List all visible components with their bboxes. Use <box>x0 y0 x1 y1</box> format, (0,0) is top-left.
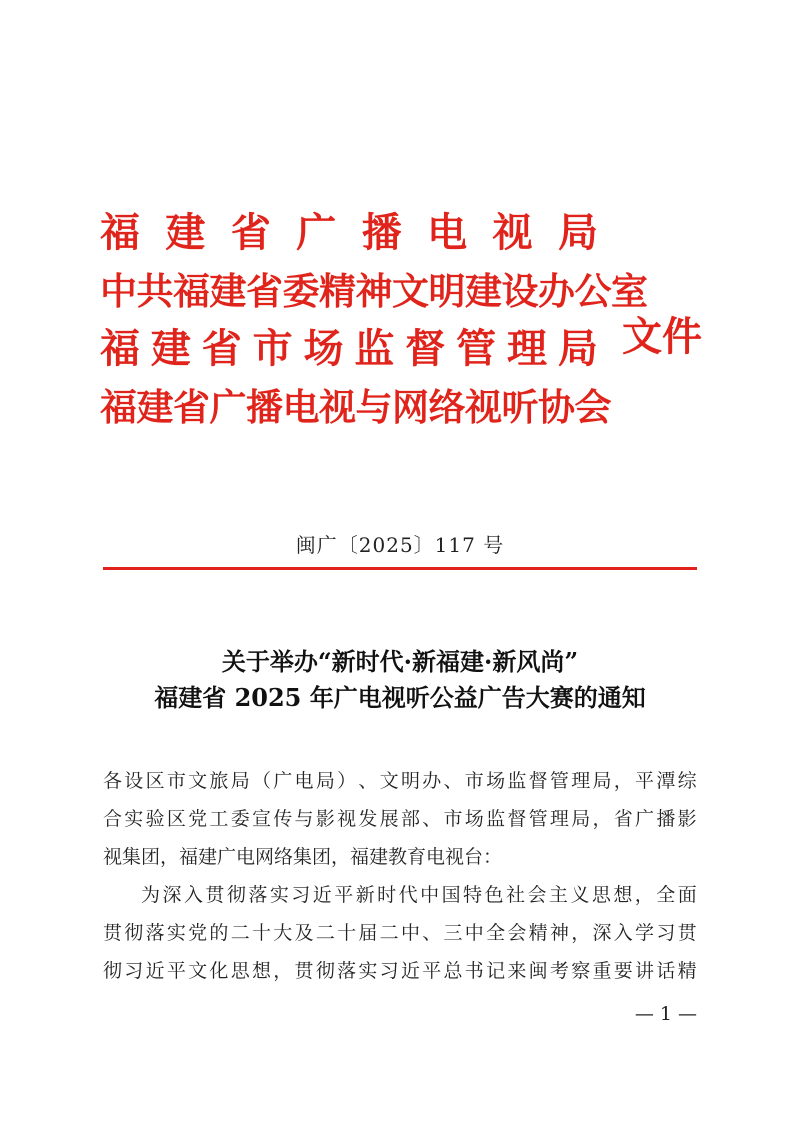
text-glyph: 发 <box>358 808 378 830</box>
text-glyph: 区 <box>166 808 186 830</box>
text-glyph: 各 <box>103 770 123 792</box>
text-glyph: 监 <box>354 325 395 372</box>
text-glyph: 主 <box>548 884 568 906</box>
text-glyph: 办 <box>422 770 442 792</box>
text-glyph: 党 <box>188 808 208 830</box>
text-glyph: 省 <box>230 209 271 256</box>
text-glyph: 入 <box>183 884 203 906</box>
text-glyph: 场 <box>486 770 506 792</box>
text-glyph: 十 <box>251 922 271 944</box>
text-glyph: 市 <box>252 325 293 372</box>
text-glyph: 会 <box>507 922 527 944</box>
text-glyph: 面 <box>677 884 697 906</box>
title-line: 福建省 2025 年广电视听公益广告大赛的通知 <box>154 683 646 712</box>
text-glyph: 会 <box>527 884 547 906</box>
text-glyph: 想 <box>613 884 633 906</box>
text-glyph: 全 <box>486 922 506 944</box>
text-glyph: 场 <box>464 808 484 830</box>
text-glyph: 综 <box>677 770 697 792</box>
text-glyph: 话 <box>656 960 676 982</box>
text-glyph: 建 <box>150 325 191 372</box>
text-glyph: 省 <box>613 808 633 830</box>
text-glyph: 监 <box>486 808 506 830</box>
text-glyph: 广 <box>273 770 293 792</box>
text-glyph: 、 <box>422 922 442 944</box>
text-glyph: 区 <box>145 770 165 792</box>
text-glyph: 管 <box>528 808 548 830</box>
page-number: — 1 — <box>634 1003 697 1025</box>
text-glyph: 二 <box>315 922 335 944</box>
document-number: 闽广〔2025〕117 号 <box>295 533 505 557</box>
text-glyph: 督 <box>405 325 446 372</box>
text-glyph: 建 <box>165 209 206 256</box>
text-glyph: 神 <box>549 922 569 944</box>
text-glyph: （ <box>251 770 271 792</box>
text-glyph: 旅 <box>209 770 229 792</box>
text-glyph: 落 <box>145 922 165 944</box>
text-glyph: 重 <box>592 960 612 982</box>
text-glyph: 贯 <box>677 922 697 944</box>
text-glyph: 验 <box>145 808 165 830</box>
text-glyph: 的 <box>209 922 229 944</box>
text-glyph: 届 <box>358 922 378 944</box>
text-glyph: 局 <box>557 209 598 256</box>
text-glyph: 落 <box>337 960 357 982</box>
text-glyph: 实 <box>358 960 378 982</box>
text-glyph: 合 <box>103 808 123 830</box>
text-glyph: ） <box>337 770 357 792</box>
text-glyph: 中 <box>464 922 484 944</box>
text-glyph: 察 <box>571 960 591 982</box>
red-separator-rule <box>103 567 697 570</box>
text-glyph: 书 <box>464 960 484 982</box>
text-glyph: 特 <box>463 884 483 906</box>
text-glyph: 思 <box>591 884 611 906</box>
text-glyph: 色 <box>484 884 504 906</box>
text-glyph: 三 <box>443 922 463 944</box>
text-glyph: 督 <box>507 808 527 830</box>
text-glyph: 近 <box>145 960 165 982</box>
text-glyph: 贯 <box>294 960 314 982</box>
text-glyph: 、 <box>443 770 463 792</box>
issuer-name <box>100 204 598 262</box>
text-glyph: 深 <box>162 884 182 906</box>
text-glyph: 彻 <box>315 960 335 982</box>
text-glyph: 管 <box>456 325 497 372</box>
text-glyph: 局 <box>557 325 598 372</box>
text-glyph: 传 <box>273 808 293 830</box>
text-glyph: 想 <box>251 960 271 982</box>
title-line: 关于举办“新时代·新福建·新风尚” <box>221 647 579 676</box>
text-glyph: 理 <box>549 808 569 830</box>
text-glyph: 新 <box>355 884 375 906</box>
issuer-name: 福建省广播电视与网络视听协会 <box>100 385 611 429</box>
text-glyph: 代 <box>398 884 418 906</box>
document-type-label: 文件 <box>622 313 702 360</box>
text-glyph: 平 <box>635 770 655 792</box>
issuer-list <box>100 204 648 436</box>
text-glyph: 中 <box>400 922 420 944</box>
text-glyph: ， <box>571 922 591 944</box>
text-glyph: 贯 <box>205 884 225 906</box>
text-glyph: 管 <box>549 770 569 792</box>
text-glyph: 福 <box>100 209 140 256</box>
document-body <box>103 762 697 990</box>
text-glyph: 播 <box>656 808 676 830</box>
text-glyph: 考 <box>549 960 569 982</box>
text-glyph: 展 <box>379 808 399 830</box>
text-glyph: 电 <box>294 770 314 792</box>
text-glyph: 总 <box>443 960 463 982</box>
text-glyph: ， <box>273 960 293 982</box>
text-glyph: 彻 <box>103 960 123 982</box>
text-glyph: ， <box>613 770 633 792</box>
text-glyph: 及 <box>294 922 314 944</box>
text-glyph: ， <box>592 808 612 830</box>
text-glyph: 闽 <box>528 960 548 982</box>
text-glyph: 二 <box>230 922 250 944</box>
text-glyph: 义 <box>570 884 590 906</box>
text-glyph: 局 <box>315 770 335 792</box>
text-glyph: 来 <box>507 960 527 982</box>
text-glyph: 场 <box>303 325 344 372</box>
text-glyph: 局 <box>571 808 591 830</box>
text-glyph: 、 <box>422 808 442 830</box>
text-glyph: 督 <box>528 770 548 792</box>
text-glyph: 党 <box>188 922 208 944</box>
text-glyph: 省 <box>201 325 242 372</box>
text-glyph: 习 <box>124 960 144 982</box>
text-glyph: 平 <box>334 884 354 906</box>
text-glyph: 工 <box>209 808 229 830</box>
addressee-line <box>103 762 697 800</box>
text-glyph: 要 <box>613 960 633 982</box>
text-glyph: 市 <box>166 770 186 792</box>
text-glyph: 全 <box>656 884 676 906</box>
addressee-line <box>103 800 697 838</box>
text-glyph: 二 <box>379 922 399 944</box>
text-glyph: 播 <box>361 209 402 256</box>
text-glyph: 精 <box>677 960 697 982</box>
text-glyph: 理 <box>507 325 547 372</box>
text-glyph: 局 <box>230 770 250 792</box>
text-glyph: 文 <box>188 770 208 792</box>
text-glyph: 为 <box>141 884 161 906</box>
text-glyph: 习 <box>656 922 676 944</box>
text-glyph: 平 <box>422 960 442 982</box>
issuer-name <box>100 320 598 378</box>
text-glyph: 设 <box>124 770 144 792</box>
text-glyph: 讲 <box>635 960 655 982</box>
text-glyph: 实 <box>166 922 186 944</box>
text-glyph: 与 <box>294 808 314 830</box>
text-glyph: 文 <box>188 960 208 982</box>
text-glyph: 习 <box>379 960 399 982</box>
text-glyph: 视 <box>337 808 357 830</box>
text-glyph: 深 <box>592 922 612 944</box>
text-glyph: 委 <box>230 808 250 830</box>
text-glyph: 视 <box>492 209 533 256</box>
text-glyph: 影 <box>677 808 697 830</box>
text-glyph: 社 <box>505 884 525 906</box>
text-glyph: 文 <box>379 770 399 792</box>
text-glyph: 实 <box>124 808 144 830</box>
text-glyph: 实 <box>269 884 289 906</box>
text-glyph: 时 <box>377 884 397 906</box>
text-glyph: 精 <box>528 922 548 944</box>
text-glyph: 、 <box>358 770 378 792</box>
text-glyph: 十 <box>337 922 357 944</box>
text-glyph: 广 <box>296 209 337 256</box>
paragraph-line <box>103 914 697 952</box>
text-glyph: 思 <box>230 960 250 982</box>
text-glyph: 落 <box>248 884 268 906</box>
paragraph-line <box>103 952 697 990</box>
text-glyph: 部 <box>400 808 420 830</box>
text-glyph: ， <box>634 884 654 906</box>
text-glyph: 入 <box>613 922 633 944</box>
text-glyph: 影 <box>315 808 335 830</box>
issuer-name: 中共福建省委精神文明建设办公室 <box>100 269 648 313</box>
text-glyph: 彻 <box>226 884 246 906</box>
addressee-line: 视集团，福建广电网络集团，福建教育电视台： <box>103 846 503 868</box>
text-glyph: 大 <box>273 922 293 944</box>
text-glyph: 监 <box>507 770 527 792</box>
text-glyph: 贯 <box>103 922 123 944</box>
document-title <box>0 644 800 716</box>
text-glyph: 潭 <box>656 770 676 792</box>
text-glyph: 市 <box>443 808 463 830</box>
text-glyph: 中 <box>420 884 440 906</box>
text-glyph: 福 <box>100 325 140 372</box>
text-glyph: 市 <box>464 770 484 792</box>
text-glyph: 国 <box>441 884 461 906</box>
text-glyph: 广 <box>635 808 655 830</box>
text-glyph: 学 <box>635 922 655 944</box>
text-glyph: 理 <box>571 770 591 792</box>
text-glyph: 记 <box>486 960 506 982</box>
text-glyph: 平 <box>166 960 186 982</box>
text-glyph: 电 <box>427 209 468 256</box>
paragraph-line <box>103 876 697 914</box>
text-glyph: 明 <box>400 770 420 792</box>
text-glyph: 局 <box>592 770 612 792</box>
text-glyph: 彻 <box>124 922 144 944</box>
text-glyph: 宣 <box>251 808 271 830</box>
text-glyph: 近 <box>400 960 420 982</box>
text-glyph: 习 <box>291 884 311 906</box>
text-glyph: 近 <box>312 884 332 906</box>
text-glyph: 化 <box>209 960 229 982</box>
